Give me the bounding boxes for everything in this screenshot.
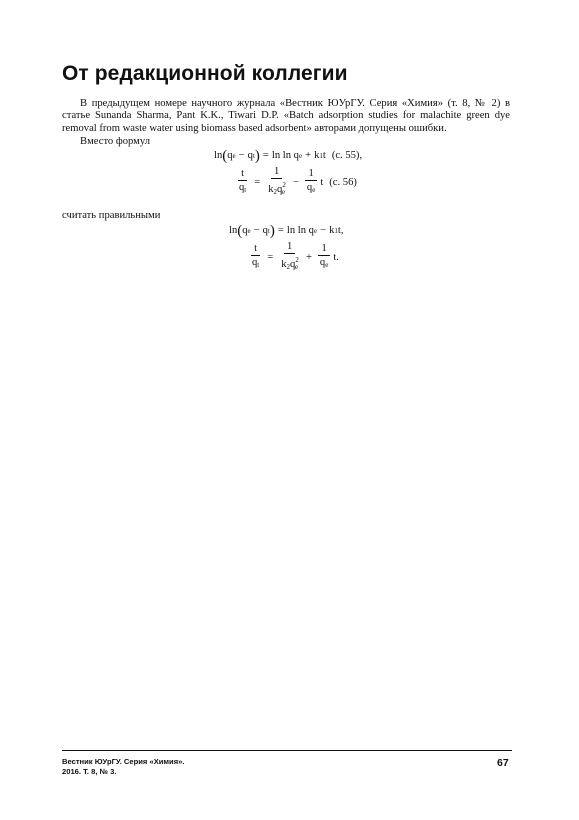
- fraction-t-over-qt: [249, 243, 262, 272]
- denominator: [265, 179, 288, 199]
- sub-1: 1: [319, 151, 323, 160]
- var-q: q: [262, 225, 268, 236]
- var-k: k: [268, 184, 274, 195]
- var-q: q: [277, 184, 283, 195]
- equals-sign: =: [254, 177, 261, 188]
- footer-journal-title: Вестник ЮУрГУ. Серия «Химия».: [62, 757, 185, 766]
- denominator: [236, 181, 249, 197]
- var-k: k: [281, 259, 287, 270]
- var-t: t: [337, 225, 341, 236]
- sub-2: 2: [273, 188, 278, 196]
- var-t: t: [322, 150, 326, 161]
- formula-wrong-1: [214, 147, 363, 164]
- denominator: [278, 254, 301, 274]
- numerator: 1: [318, 243, 329, 256]
- numerator: 1: [271, 166, 282, 179]
- sub-e: e: [313, 226, 318, 235]
- denominator: [317, 256, 331, 272]
- sub-e: e: [294, 263, 298, 271]
- plus-sign: +: [305, 150, 312, 161]
- fraction-1-over-qe: [317, 243, 331, 272]
- sub-e: e: [247, 226, 251, 235]
- paren-open: (: [237, 222, 243, 239]
- fraction-1-over-qe: [304, 168, 318, 197]
- footer-divider: [62, 750, 512, 751]
- punctuation: .: [336, 252, 339, 263]
- minus-sign: −: [292, 177, 299, 188]
- sub-e: e: [232, 151, 236, 160]
- paren-close: ): [269, 222, 275, 239]
- paren-open: (: [222, 147, 228, 164]
- numerator: 1: [284, 241, 295, 254]
- minus-sign: −: [238, 150, 245, 161]
- var-q: q: [252, 257, 258, 268]
- label-read-as-correct: считать правильными: [62, 210, 161, 221]
- equals-sign: =: [267, 252, 274, 263]
- var-t: t: [333, 252, 337, 263]
- sup-2: 2: [295, 256, 299, 264]
- punctuation: ,: [340, 225, 344, 236]
- minus-sign: −: [253, 225, 260, 236]
- ln-symbol: ln: [229, 225, 238, 236]
- var-k: k: [329, 225, 335, 236]
- var-t: t: [320, 177, 324, 188]
- var-q: q: [293, 150, 299, 161]
- sub-e: e: [281, 188, 285, 196]
- sub-t: t: [252, 151, 255, 160]
- ln-ln-symbol: ln ln: [286, 225, 307, 236]
- page-ref: (с. 55),: [331, 150, 363, 161]
- footer-issue-info: 2016. Т. 8, № 3.: [62, 766, 117, 776]
- footer-journal-info: [62, 757, 184, 776]
- var-q: q: [247, 150, 253, 161]
- sub-t: t: [244, 186, 247, 194]
- label-instead-of-formulas: Вместо формул: [80, 136, 150, 147]
- sub-1: 1: [334, 226, 338, 235]
- fraction-1-over-k2qe2: [278, 241, 301, 274]
- formula-correct-2: [247, 241, 339, 274]
- fraction-1-over-k2qe2: [265, 166, 288, 199]
- sub-t: t: [267, 226, 270, 235]
- page-number: 67: [497, 757, 509, 769]
- sub-e: e: [298, 151, 303, 160]
- erratum-paragraph: В предыдущем номере научного журнала «Вестник ЮУрГУ. Серия «Химия» (т. 8, № 2) в статье Sunanda Sharma, Pant K.K., Tiwari D.P. «Batch adsorption studies for malachite green dye removal from waste water using biomass based adsorbent» авторами допущены ошибки.: [62, 98, 510, 134]
- sub-e: e: [312, 186, 316, 194]
- fraction-t-over-qt: [236, 168, 249, 197]
- minus-sign: −: [320, 225, 327, 236]
- formula-wrong-2: [234, 166, 357, 199]
- sub-t: t: [257, 261, 260, 269]
- var-q: q: [306, 182, 313, 193]
- sup-2: 2: [282, 181, 286, 189]
- ln-ln-symbol: ln ln: [271, 150, 292, 161]
- var-q: q: [290, 259, 296, 270]
- var-k: k: [314, 150, 320, 161]
- formula-correct-1: [229, 222, 344, 239]
- ln-symbol: ln: [214, 150, 223, 161]
- numerator: t: [238, 168, 247, 181]
- page-ref: (с. 56): [329, 177, 357, 188]
- sub-2: 2: [286, 263, 291, 271]
- denominator: [249, 256, 262, 272]
- var-q: q: [308, 225, 314, 236]
- var-q: q: [227, 150, 233, 161]
- paren-close: ): [254, 147, 260, 164]
- sub-e: e: [325, 261, 329, 269]
- var-q: q: [239, 182, 245, 193]
- equals-sign: =: [277, 225, 284, 236]
- numerator: 1: [305, 168, 316, 181]
- numerator: t: [251, 243, 260, 256]
- plus-sign: +: [305, 252, 312, 263]
- denominator: [304, 181, 318, 197]
- var-q: q: [319, 257, 326, 268]
- var-q: q: [242, 225, 248, 236]
- page-title: От редакционной коллегии: [62, 62, 348, 85]
- equals-sign: =: [262, 150, 269, 161]
